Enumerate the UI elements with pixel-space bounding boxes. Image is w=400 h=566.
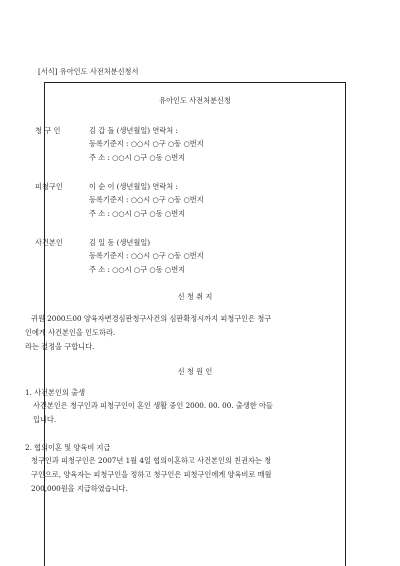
reason-title-1: 1. 사건본인의 출생 bbox=[25, 388, 86, 397]
reason-line: 200,000원을 지급하였습니다. bbox=[31, 484, 128, 493]
party-registry-respondent: 등록기준지 : ○○시 ○구 ○동 ○번지 bbox=[89, 195, 204, 204]
reason-line: 구인으로, 양육자는 피청구인을 정하고 청구인은 피청구인에게 양육비로 매월 bbox=[31, 470, 272, 479]
purpose-line: 라는 결정을 구합니다. bbox=[25, 342, 95, 351]
reason-line: 입니다. bbox=[33, 415, 57, 424]
party-role-claimant: 청 구 인 bbox=[35, 126, 61, 135]
party-registry-claimant: 등록기준지 : ○○시 ○구 ○동 ○번지 bbox=[89, 139, 204, 148]
party-name-respondent: 이 순 이 (생년월일) 연락처 : bbox=[89, 182, 178, 191]
party-role-subject: 사건본인 bbox=[35, 238, 63, 247]
reason-line: 청구인과 피청구인은 2007년 1월 4일 협의이혼하고 사건본인의 친권자는 청 bbox=[31, 456, 272, 465]
purpose-line: 귀원 2000드00 양육자변경심판청구사건의 심판확정시까지 피청구인은 청구 bbox=[31, 314, 272, 323]
party-registry-subject: 등록기준지 : ○○시 ○구 ○동 ○번지 bbox=[89, 251, 204, 260]
reason-line: 사건본인은 청구인과 피청구인이 혼인 생활 중인 2000. 00. 00. 출생한 아들 bbox=[33, 401, 273, 410]
party-address-subject: 주 소 : ○○시 ○구 ○동 ○번지 bbox=[89, 265, 186, 274]
purpose-heading: 신 청 취 지 bbox=[177, 292, 213, 301]
party-address-claimant: 주 소 : ○○시 ○구 ○동 ○번지 bbox=[89, 153, 186, 162]
party-role-respondent: 피청구인 bbox=[35, 182, 63, 191]
reason-title-2: 2. 협의이혼 및 양육비 지급 bbox=[25, 443, 111, 452]
application-form-box bbox=[25, 82, 346, 566]
party-name-claimant: 김 갑 돌 (생년월일) 연락처 : bbox=[89, 126, 178, 135]
form-label: [서식] 유아인도 사전처분신청서 bbox=[38, 67, 139, 76]
document-title: 유아인도 사전처분신청 bbox=[159, 96, 231, 105]
party-address-respondent: 주 소 : ○○시 ○구 ○동 ○번지 bbox=[89, 209, 186, 218]
party-name-subject: 김 일 동 (생년월일) bbox=[89, 238, 151, 247]
reasons-heading: 신 청 원 인 bbox=[177, 367, 213, 376]
purpose-line: 인에게 사건본인을 인도하라. bbox=[25, 328, 116, 337]
